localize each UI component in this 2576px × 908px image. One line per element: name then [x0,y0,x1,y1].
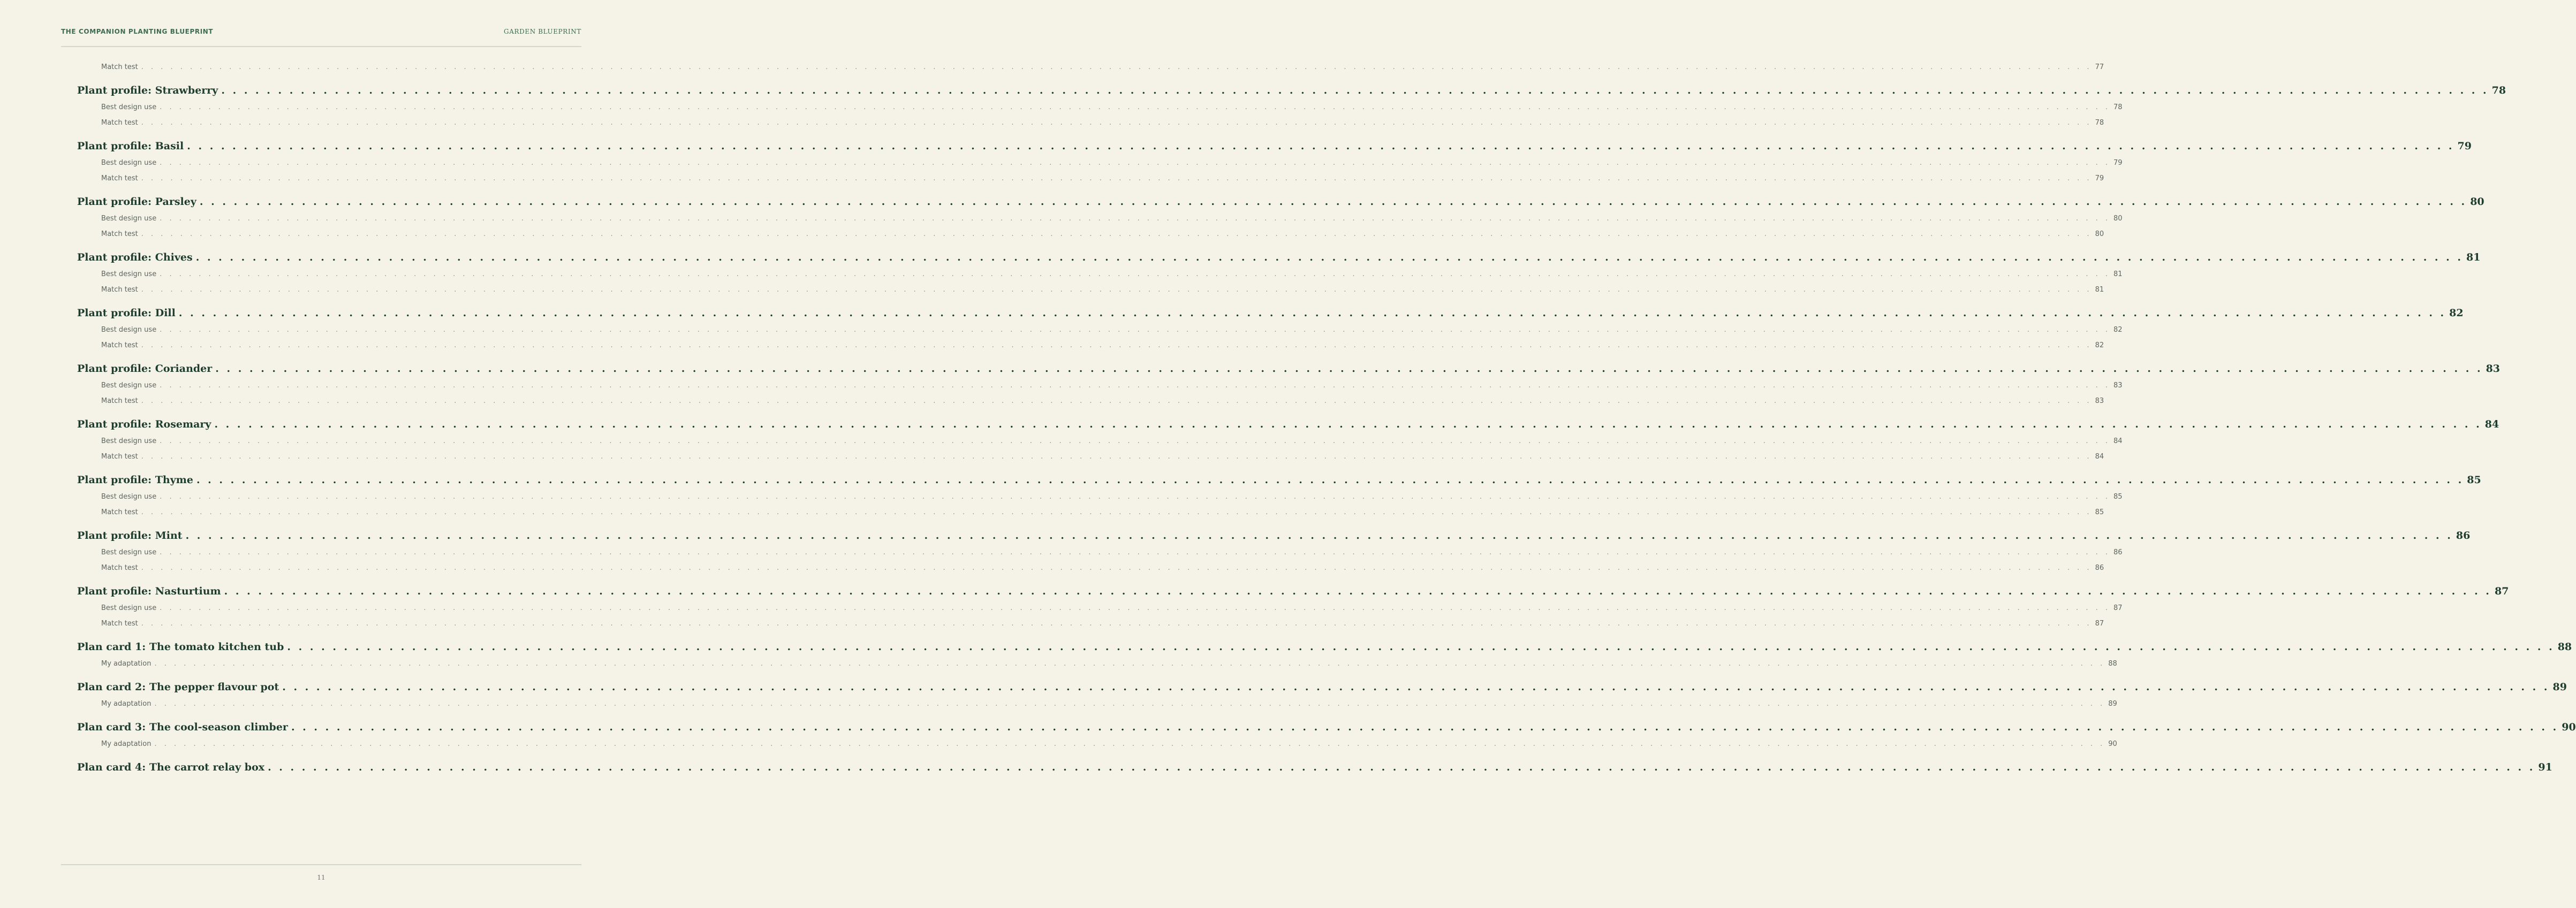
toc-subentry[interactable] [77,437,2123,445]
dot-leader: . . . . . . . . . . . . . . . . . . . . . . . . . . . . . . . . . . . . . . . . . . . . . . . . . . . . . . . . . . . . . . . . . . . . . . . . . . . . . . . . . . . . . . . . . . . . . . . . . . . . . . . . . . . . . . . . . . . . . . . . . . . . . . . . . . . . . . . . . . . . . . . . . . . . . . . . . . . . . . . . . . . . . . . . . . . . . . . . . . . . . . . . . . . . . . . . . . . . . . . . [196,474,2464,486]
toc-subentry[interactable] [77,159,2123,167]
toc-entry[interactable] [77,140,2472,152]
toc-subentry[interactable] [77,215,2123,223]
toc-entry-label: Match test [101,63,138,71]
toc-entry-page: 82 [2113,326,2123,334]
toc-entry[interactable] [77,418,2499,430]
toc-entry[interactable] [77,251,2481,263]
toc-subentry[interactable] [77,119,2104,127]
toc-entry-page: 87 [2113,604,2123,612]
toc-entry-label: Match test [101,397,138,405]
dot-leader: . . . . . . . . . . . . . . . . . . . . . . . . . . . . . . . . . . . . . . . . . . . . . . . . . . . . . . . . . . . . . . . . . . . . . . . . . . . . . . . . . . . . . . . . . . . . . . . . . . . . . . . . . . . . . . . . . . . . . . . . . . . . . . . . . . . . . . . . . . . . . . . . . . . . . . . . . . . . . . . . . . . . . . . . . . . . . . . . . . . . . . . . . . . . . . . . . . . . . . . . [141,63,2092,71]
toc-entry-page: 80 [2095,230,2104,238]
toc-subentry[interactable] [77,453,2104,461]
toc-entry[interactable] [77,681,2567,693]
toc-entry-label: Best design use [101,159,157,167]
toc-entry-page: 84 [2095,453,2104,461]
toc-entry-label: Best design use [101,437,157,445]
toc-entry[interactable] [77,721,2576,733]
dot-leader: . . . . . . . . . . . . . . . . . . . . . . . . . . . . . . . . . . . . . . . . . . . . . . . . . . . . . . . . . . . . . . . . . . . . . . . . . . . . . . . . . . . . . . . . . . . . . . . . . . . . . . . . . . . . . . . . . . . . . . . . . . . . . . . . . . . . . . . . . . . . . . . . . . . . . . . . . . . . . . . . . . . . . . . . . . . . . . . . . . . . . . . . . . . . . . . . . . . . . . . . [141,620,2092,628]
toc-entry-page: 81 [2095,286,2104,294]
toc-entry-label: Match test [101,230,138,238]
toc-subentry[interactable] [77,620,2104,628]
toc-entry-page: 80 [2113,215,2123,223]
dot-leader: . . . . . . . . . . . . . . . . . . . . . . . . . . . . . . . . . . . . . . . . . . . . . . . . . . . . . . . . . . . . . . . . . . . . . . . . . . . . . . . . . . . . . . . . . . . . . . . . . . . . . . . . . . . . . . . . . . . . . . . . . . . . . . . . . . . . . . . . . . . . . . . . . . . . . . . . . . . . . . . . . . . . . . . . . . . . . . . . . . . . . . . . . . . . . . . . . . . . . . . . [160,326,2110,334]
toc-entry-page: 83 [2113,381,2123,390]
toc-entry-page: 78 [2095,119,2104,127]
dot-leader: . . . . . . . . . . . . . . . . . . . . . . . . . . . . . . . . . . . . . . . . . . . . . . . . . . . . . . . . . . . . . . . . . . . . . . . . . . . . . . . . . . . . . . . . . . . . . . . . . . . . . . . . . . . . . . . . . . . . . . . . . . . . . . . . . . . . . . . . . . . . . . . . . . . . . . . . . . . . . . . . . . . . . . . . . . . . . . . . . . . . . . . . . . . . . . . . . . . . . . . . [141,119,2092,127]
toc-entry-label: Best design use [101,270,157,278]
toc-entry-label: Match test [101,119,138,127]
toc-entry-page: 85 [2095,508,2104,516]
dot-leader: . . . . . . . . . . . . . . . . . . . . . . . . . . . . . . . . . . . . . . . . . . . . . . . . . . . . . . . . . . . . . . . . . . . . . . . . . . . . . . . . . . . . . . . . . . . . . . . . . . . . . . . . . . . . . . . . . . . . . . . . . . . . . . . . . . . . . . . . . . . . . . . . . . . . . . . . . . . . . . . . . . . . . . . . . . . . . . . . . . . . . . . . . . . . . . . . . . . . . . . . [224,585,2491,597]
toc-entry-label: Plant profile: Basil [77,140,184,152]
section-title: GARDEN BLUEPRINT [504,28,581,35]
toc-entry-page: 78 [2491,85,2506,96]
toc-entry-page: 85 [2113,493,2123,501]
toc-entry-page: 88 [2557,641,2572,653]
toc-entry-label: Best design use [101,604,157,612]
toc-subentry[interactable] [77,63,2104,71]
toc-entry-page: 82 [2449,307,2464,319]
dot-leader: . . . . . . . . . . . . . . . . . . . . . . . . . . . . . . . . . . . . . . . . . . . . . . . . . . . . . . . . . . . . . . . . . . . . . . . . . . . . . . . . . . . . . . . . . . . . . . . . . . . . . . . . . . . . . . . . . . . . . . . . . . . . . . . . . . . . . . . . . . . . . . . . . . . . . . . . . . . . . . . . . . . . . . . . . . . . . . . . . . . . . . . . . . . . . . . . . . . . . . . . [160,548,2110,556]
toc-entry[interactable] [77,641,2572,653]
dot-leader: . . . . . . . . . . . . . . . . . . . . . . . . . . . . . . . . . . . . . . . . . . . . . . . . . . . . . . . . . . . . . . . . . . . . . . . . . . . . . . . . . . . . . . . . . . . . . . . . . . . . . . . . . . . . . . . . . . . . . . . . . . . . . . . . . . . . . . . . . . . . . . . . . . . . . . . . . . . . . . . . . . . . . . . . . . . . . . . . . . . . . . . . . . . . . . . . . . . . . . . . [160,215,2110,223]
toc-subentry[interactable] [77,493,2123,501]
toc-entry-label: My adaptation [101,660,151,668]
toc-entry-label: Match test [101,564,138,572]
dot-leader: . . . . . . . . . . . . . . . . . . . . . . . . . . . . . . . . . . . . . . . . . . . . . . . . . . . . . . . . . . . . . . . . . . . . . . . . . . . . . . . . . . . . . . . . . . . . . . . . . . . . . . . . . . . . . . . . . . . . . . . . . . . . . . . . . . . . . . . . . . . . . . . . . . . . . . . . . . . . . . . . . . . . . . . . . . . . . . . . . . . . . . . . . . . . . . . . . . . . . . . . [282,681,2550,693]
toc-entry-page: 77 [2095,63,2104,71]
toc-subentry[interactable] [77,397,2104,405]
toc-entry-label: Match test [101,620,138,628]
toc-entry-label: Plant profile: Thyme [77,474,193,486]
toc-subentry[interactable] [77,230,2104,238]
dot-leader: . . . . . . . . . . . . . . . . . . . . . . . . . . . . . . . . . . . . . . . . . . . . . . . . . . . . . . . . . . . . . . . . . . . . . . . . . . . . . . . . . . . . . . . . . . . . . . . . . . . . . . . . . . . . . . . . . . . . . . . . . . . . . . . . . . . . . . . . . . . . . . . . . . . . . . . . . . . . . . . . . . . . . . . . . . . . . . . . . . . . . . . . . . . . . . . . . . . . . . . . [154,660,2105,668]
dot-leader: . . . . . . . . . . . . . . . . . . . . . . . . . . . . . . . . . . . . . . . . . . . . . . . . . . . . . . . . . . . . . . . . . . . . . . . . . . . . . . . . . . . . . . . . . . . . . . . . . . . . . . . . . . . . . . . . . . . . . . . . . . . . . . . . . . . . . . . . . . . . . . . . . . . . . . . . . . . . . . . . . . . . . . . . . . . . . . . . . . . . . . . . . . . . . . . . . . . . . . . . [287,641,2555,653]
toc-entry-page: 86 [2113,548,2123,556]
toc-entry[interactable] [77,761,2552,773]
toc-entry[interactable] [77,585,2509,597]
dot-leader: . . . . . . . . . . . . . . . . . . . . . . . . . . . . . . . . . . . . . . . . . . . . . . . . . . . . . . . . . . . . . . . . . . . . . . . . . . . . . . . . . . . . . . . . . . . . . . . . . . . . . . . . . . . . . . . . . . . . . . . . . . . . . . . . . . . . . . . . . . . . . . . . . . . . . . . . . . . . . . . . . . . . . . . . . . . . . . . . . . . . . . . . . . . . . . . . . . . . . . . . [291,721,2559,733]
dot-leader: . . . . . . . . . . . . . . . . . . . . . . . . . . . . . . . . . . . . . . . . . . . . . . . . . . . . . . . . . . . . . . . . . . . . . . . . . . . . . . . . . . . . . . . . . . . . . . . . . . . . . . . . . . . . . . . . . . . . . . . . . . . . . . . . . . . . . . . . . . . . . . . . . . . . . . . . . . . . . . . . . . . . . . . . . . . . . . . . . . . . . . . . . . . . . . . . . . . . . . . . [141,341,2092,349]
toc-entry-page: 79 [2113,159,2123,167]
toc-entry-page: 91 [2538,761,2552,773]
toc-entry-label: Plant profile: Chives [77,251,193,263]
toc-entry[interactable] [77,474,2481,486]
toc-entry-label: Best design use [101,493,157,501]
toc-entry-page: 86 [2095,564,2104,572]
toc-entry-page: 82 [2095,341,2104,349]
toc-entry-label: My adaptation [101,700,151,708]
page-number: 11 [317,874,325,881]
dot-leader: . . . . . . . . . . . . . . . . . . . . . . . . . . . . . . . . . . . . . . . . . . . . . . . . . . . . . . . . . . . . . . . . . . . . . . . . . . . . . . . . . . . . . . . . . . . . . . . . . . . . . . . . . . . . . . . . . . . . . . . . . . . . . . . . . . . . . . . . . . . . . . . . . . . . . . . . . . . . . . . . . . . . . . . . . . . . . . . . . . . . . . . . . . . . . . . . . . . . . . . . [141,397,2092,405]
toc-entry-label: Plant profile: Coriander [77,363,213,375]
dot-leader: . . . . . . . . . . . . . . . . . . . . . . . . . . . . . . . . . . . . . . . . . . . . . . . . . . . . . . . . . . . . . . . . . . . . . . . . . . . . . . . . . . . . . . . . . . . . . . . . . . . . . . . . . . . . . . . . . . . . . . . . . . . . . . . . . . . . . . . . . . . . . . . . . . . . . . . . . . . . . . . . . . . . . . . . . . . . . . . . . . . . . . . . . . . . . . . . . . . . . . . . [141,564,2092,572]
toc-entry-label: My adaptation [101,740,151,748]
dot-leader: . . . . . . . . . . . . . . . . . . . . . . . . . . . . . . . . . . . . . . . . . . . . . . . . . . . . . . . . . . . . . . . . . . . . . . . . . . . . . . . . . . . . . . . . . . . . . . . . . . . . . . . . . . . . . . . . . . . . . . . . . . . . . . . . . . . . . . . . . . . . . . . . . . . . . . . . . . . . . . . . . . . . . . . . . . . . . . . . . . . . . . . . . . . . . . . . . . . . . . . . [160,437,2110,445]
toc-entry-page: 84 [2113,437,2123,445]
toc-entry-label: Plan card 2: The pepper flavour pot [77,681,279,693]
toc-entry-label: Best design use [101,326,157,334]
dot-leader: . . . . . . . . . . . . . . . . . . . . . . . . . . . . . . . . . . . . . . . . . . . . . . . . . . . . . . . . . . . . . . . . . . . . . . . . . . . . . . . . . . . . . . . . . . . . . . . . . . . . . . . . . . . . . . . . . . . . . . . . . . . . . . . . . . . . . . . . . . . . . . . . . . . . . . . . . . . . . . . . . . . . . . . . . . . . . . . . . . . . . . . . . . . . . . . . . . . . . . . . [221,85,2489,96]
toc-entry-label: Best design use [101,103,157,111]
toc-subentry[interactable] [77,740,2117,748]
toc-entry-page: 90 [2108,740,2117,748]
dot-leader: . . . . . . . . . . . . . . . . . . . . . . . . . . . . . . . . . . . . . . . . . . . . . . . . . . . . . . . . . . . . . . . . . . . . . . . . . . . . . . . . . . . . . . . . . . . . . . . . . . . . . . . . . . . . . . . . . . . . . . . . . . . . . . . . . . . . . . . . . . . . . . . . . . . . . . . . . . . . . . . . . . . . . . . . . . . . . . . . . . . . . . . . . . . . . . . . . . . . . . . . [195,251,2464,263]
toc-entry-page: 87 [2095,620,2104,628]
toc-entry[interactable] [77,196,2484,208]
toc-entry-page: 83 [2095,397,2104,405]
toc-entry-label: Plan card 3: The cool-season climber [77,721,288,733]
toc-subentry[interactable] [77,508,2104,516]
toc-subentry[interactable] [77,326,2123,334]
toc-entry-page: 90 [2562,721,2576,733]
dot-leader: . . . . . . . . . . . . . . . . . . . . . . . . . . . . . . . . . . . . . . . . . . . . . . . . . . . . . . . . . . . . . . . . . . . . . . . . . . . . . . . . . . . . . . . . . . . . . . . . . . . . . . . . . . . . . . . . . . . . . . . . . . . . . . . . . . . . . . . . . . . . . . . . . . . . . . . . . . . . . . . . . . . . . . . . . . . . . . . . . . . . . . . . . . . . . . . . . . . . . . . . [214,418,2482,430]
toc-entry-label: Best design use [101,381,157,390]
toc-entry-label: Plan card 1: The tomato kitchen tub [77,641,284,653]
toc-entry-label: Plant profile: Rosemary [77,418,211,430]
book-title: THE COMPANION PLANTING BLUEPRINT [61,28,214,35]
dot-leader: . . . . . . . . . . . . . . . . . . . . . . . . . . . . . . . . . . . . . . . . . . . . . . . . . . . . . . . . . . . . . . . . . . . . . . . . . . . . . . . . . . . . . . . . . . . . . . . . . . . . . . . . . . . . . . . . . . . . . . . . . . . . . . . . . . . . . . . . . . . . . . . . . . . . . . . . . . . . . . . . . . . . . . . . . . . . . . . . . . . . . . . . . . . . . . . . . . . . . . . . [160,493,2110,501]
toc-subentry[interactable] [77,381,2123,390]
toc-subentry[interactable] [77,660,2117,668]
dot-leader: . . . . . . . . . . . . . . . . . . . . . . . . . . . . . . . . . . . . . . . . . . . . . . . . . . . . . . . . . . . . . . . . . . . . . . . . . . . . . . . . . . . . . . . . . . . . . . . . . . . . . . . . . . . . . . . . . . . . . . . . . . . . . . . . . . . . . . . . . . . . . . . . . . . . . . . . . . . . . . . . . . . . . . . . . . . . . . . . . . . . . . . . . . . . . . . . . . . . . . . . [160,270,2110,278]
toc-entry-label: Match test [101,341,138,349]
dot-leader: . . . . . . . . . . . . . . . . . . . . . . . . . . . . . . . . . . . . . . . . . . . . . . . . . . . . . . . . . . . . . . . . . . . . . . . . . . . . . . . . . . . . . . . . . . . . . . . . . . . . . . . . . . . . . . . . . . . . . . . . . . . . . . . . . . . . . . . . . . . . . . . . . . . . . . . . . . . . . . . . . . . . . . . . . . . . . . . . . . . . . . . . . . . . . . . . . . . . . . . . [185,530,2453,541]
toc-subentry[interactable] [77,286,2104,294]
dot-leader: . . . . . . . . . . . . . . . . . . . . . . . . . . . . . . . . . . . . . . . . . . . . . . . . . . . . . . . . . . . . . . . . . . . . . . . . . . . . . . . . . . . . . . . . . . . . . . . . . . . . . . . . . . . . . . . . . . . . . . . . . . . . . . . . . . . . . . . . . . . . . . . . . . . . . . . . . . . . . . . . . . . . . . . . . . . . . . . . . . . . . . . . . . . . . . . . . . . . . . . . [141,230,2092,238]
toc-entry-label: Plant profile: Parsley [77,196,196,208]
dot-leader: . . . . . . . . . . . . . . . . . . . . . . . . . . . . . . . . . . . . . . . . . . . . . . . . . . . . . . . . . . . . . . . . . . . . . . . . . . . . . . . . . . . . . . . . . . . . . . . . . . . . . . . . . . . . . . . . . . . . . . . . . . . . . . . . . . . . . . . . . . . . . . . . . . . . . . . . . . . . . . . . . . . . . . . . . . . . . . . . . . . . . . . . . . . . . . . . . . . . . . . . [160,604,2110,612]
toc-entry-page: 81 [2466,251,2481,263]
toc-entry-page: 85 [2467,474,2481,486]
toc-subentry[interactable] [77,700,2117,708]
toc-entry-label: Match test [101,174,138,182]
toc-entry-page: 84 [2484,418,2499,430]
toc-entry-page: 89 [2552,681,2567,693]
toc-entry-page: 80 [2470,196,2484,208]
toc-entry-label: Plant profile: Nasturtium [77,585,221,597]
toc-subentry[interactable] [77,564,2104,572]
dot-leader: . . . . . . . . . . . . . . . . . . . . . . . . . . . . . . . . . . . . . . . . . . . . . . . . . . . . . . . . . . . . . . . . . . . . . . . . . . . . . . . . . . . . . . . . . . . . . . . . . . . . . . . . . . . . . . . . . . . . . . . . . . . . . . . . . . . . . . . . . . . . . . . . . . . . . . . . . . . . . . . . . . . . . . . . . . . . . . . . . . . . . . . . . . . . . . . . . . . . . . . . [141,508,2092,516]
toc-entry-label: Plant profile: Dill [77,307,176,319]
toc-entry[interactable] [77,307,2464,319]
toc-entry-page: 87 [2494,585,2509,597]
toc-entry-page: 88 [2108,660,2117,668]
toc-entry-page: 89 [2108,700,2117,708]
dot-leader: . . . . . . . . . . . . . . . . . . . . . . . . . . . . . . . . . . . . . . . . . . . . . . . . . . . . . . . . . . . . . . . . . . . . . . . . . . . . . . . . . . . . . . . . . . . . . . . . . . . . . . . . . . . . . . . . . . . . . . . . . . . . . . . . . . . . . . . . . . . . . . . . . . . . . . . . . . . . . . . . . . . . . . . . . . . . . . . . . . . . . . . . . . . . . . . . . . . . . . . . [187,140,2454,152]
toc-subentry[interactable] [77,341,2104,349]
toc-entry-page: 78 [2113,103,2123,111]
dot-leader: . . . . . . . . . . . . . . . . . . . . . . . . . . . . . . . . . . . . . . . . . . . . . . . . . . . . . . . . . . . . . . . . . . . . . . . . . . . . . . . . . . . . . . . . . . . . . . . . . . . . . . . . . . . . . . . . . . . . . . . . . . . . . . . . . . . . . . . . . . . . . . . . . . . . . . . . . . . . . . . . . . . . . . . . . . . . . . . . . . . . . . . . . . . . . . . . . . . . . . . . [160,381,2110,390]
toc-entry-page: 83 [2486,363,2501,375]
dot-leader: . . . . . . . . . . . . . . . . . . . . . . . . . . . . . . . . . . . . . . . . . . . . . . . . . . . . . . . . . . . . . . . . . . . . . . . . . . . . . . . . . . . . . . . . . . . . . . . . . . . . . . . . . . . . . . . . . . . . . . . . . . . . . . . . . . . . . . . . . . . . . . . . . . . . . . . . . . . . . . . . . . . . . . . . . . . . . . . . . . . . . . . . . . . . . . . . . . . . . . . . [178,307,2446,319]
toc-entry-label: Match test [101,286,138,294]
toc-entry-page: 79 [2095,174,2104,182]
dot-leader: . . . . . . . . . . . . . . . . . . . . . . . . . . . . . . . . . . . . . . . . . . . . . . . . . . . . . . . . . . . . . . . . . . . . . . . . . . . . . . . . . . . . . . . . . . . . . . . . . . . . . . . . . . . . . . . . . . . . . . . . . . . . . . . . . . . . . . . . . . . . . . . . . . . . . . . . . . . . . . . . . . . . . . . . . . . . . . . . . . . . . . . . . . . . . . . . . . . . . . . . [160,159,2110,167]
dot-leader: . . . . . . . . . . . . . . . . . . . . . . . . . . . . . . . . . . . . . . . . . . . . . . . . . . . . . . . . . . . . . . . . . . . . . . . . . . . . . . . . . . . . . . . . . . . . . . . . . . . . . . . . . . . . . . . . . . . . . . . . . . . . . . . . . . . . . . . . . . . . . . . . . . . . . . . . . . . . . . . . . . . . . . . . . . . . . . . . . . . . . . . . . . . . . . . . . . . . . . . . [141,286,2092,294]
toc-entry-label: Plant profile: Strawberry [77,85,218,96]
toc-entry[interactable] [77,363,2501,375]
toc-subentry[interactable] [77,604,2123,612]
running-header [61,24,581,47]
toc-entry-label: Best design use [101,548,157,556]
dot-leader: . . . . . . . . . . . . . . . . . . . . . . . . . . . . . . . . . . . . . . . . . . . . . . . . . . . . . . . . . . . . . . . . . . . . . . . . . . . . . . . . . . . . . . . . . . . . . . . . . . . . . . . . . . . . . . . . . . . . . . . . . . . . . . . . . . . . . . . . . . . . . . . . . . . . . . . . . . . . . . . . . . . . . . . . . . . . . . . . . . . . . . . . . . . . . . . . . . . . . . . . [268,761,2535,773]
toc-subentry[interactable] [77,548,2123,556]
dot-leader: . . . . . . . . . . . . . . . . . . . . . . . . . . . . . . . . . . . . . . . . . . . . . . . . . . . . . . . . . . . . . . . . . . . . . . . . . . . . . . . . . . . . . . . . . . . . . . . . . . . . . . . . . . . . . . . . . . . . . . . . . . . . . . . . . . . . . . . . . . . . . . . . . . . . . . . . . . . . . . . . . . . . . . . . . . . . . . . . . . . . . . . . . . . . . . . . . . . . . . . . [141,453,2092,461]
dot-leader: . . . . . . . . . . . . . . . . . . . . . . . . . . . . . . . . . . . . . . . . . . . . . . . . . . . . . . . . . . . . . . . . . . . . . . . . . . . . . . . . . . . . . . . . . . . . . . . . . . . . . . . . . . . . . . . . . . . . . . . . . . . . . . . . . . . . . . . . . . . . . . . . . . . . . . . . . . . . . . . . . . . . . . . . . . . . . . . . . . . . . . . . . . . . . . . . . . . . . . . . [199,196,2467,208]
toc-entry[interactable] [77,530,2471,541]
toc-subentry[interactable] [77,174,2104,182]
dot-leader: . . . . . . . . . . . . . . . . . . . . . . . . . . . . . . . . . . . . . . . . . . . . . . . . . . . . . . . . . . . . . . . . . . . . . . . . . . . . . . . . . . . . . . . . . . . . . . . . . . . . . . . . . . . . . . . . . . . . . . . . . . . . . . . . . . . . . . . . . . . . . . . . . . . . . . . . . . . . . . . . . . . . . . . . . . . . . . . . . . . . . . . . . . . . . . . . . . . . . . . . [154,700,2105,708]
toc-entry-label: Best design use [101,215,157,223]
dot-leader: . . . . . . . . . . . . . . . . . . . . . . . . . . . . . . . . . . . . . . . . . . . . . . . . . . . . . . . . . . . . . . . . . . . . . . . . . . . . . . . . . . . . . . . . . . . . . . . . . . . . . . . . . . . . . . . . . . . . . . . . . . . . . . . . . . . . . . . . . . . . . . . . . . . . . . . . . . . . . . . . . . . . . . . . . . . . . . . . . . . . . . . . . . . . . . . . . . . . . . . . [215,363,2483,375]
toc-entry-label: Plan card 4: The carrot relay box [77,761,265,773]
toc-entry-label: Match test [101,508,138,516]
dot-leader: . . . . . . . . . . . . . . . . . . . . . . . . . . . . . . . . . . . . . . . . . . . . . . . . . . . . . . . . . . . . . . . . . . . . . . . . . . . . . . . . . . . . . . . . . . . . . . . . . . . . . . . . . . . . . . . . . . . . . . . . . . . . . . . . . . . . . . . . . . . . . . . . . . . . . . . . . . . . . . . . . . . . . . . . . . . . . . . . . . . . . . . . . . . . . . . . . . . . . . . . [154,740,2105,748]
toc-entry[interactable] [77,85,2506,96]
toc-entry-label: Plant profile: Mint [77,530,183,541]
toc-entry-page: 79 [2457,140,2472,152]
toc-entry-page: 86 [2456,530,2471,541]
footer-rule [61,864,581,865]
toc-subentry[interactable] [77,103,2123,111]
dot-leader: . . . . . . . . . . . . . . . . . . . . . . . . . . . . . . . . . . . . . . . . . . . . . . . . . . . . . . . . . . . . . . . . . . . . . . . . . . . . . . . . . . . . . . . . . . . . . . . . . . . . . . . . . . . . . . . . . . . . . . . . . . . . . . . . . . . . . . . . . . . . . . . . . . . . . . . . . . . . . . . . . . . . . . . . . . . . . . . . . . . . . . . . . . . . . . . . . . . . . . . . [141,174,2092,182]
dot-leader: . . . . . . . . . . . . . . . . . . . . . . . . . . . . . . . . . . . . . . . . . . . . . . . . . . . . . . . . . . . . . . . . . . . . . . . . . . . . . . . . . . . . . . . . . . . . . . . . . . . . . . . . . . . . . . . . . . . . . . . . . . . . . . . . . . . . . . . . . . . . . . . . . . . . . . . . . . . . . . . . . . . . . . . . . . . . . . . . . . . . . . . . . . . . . . . . . . . . . . . . [160,103,2110,111]
toc-subentry[interactable] [77,270,2123,278]
toc-entry-page: 81 [2113,270,2123,278]
toc-entry-label: Match test [101,453,138,461]
